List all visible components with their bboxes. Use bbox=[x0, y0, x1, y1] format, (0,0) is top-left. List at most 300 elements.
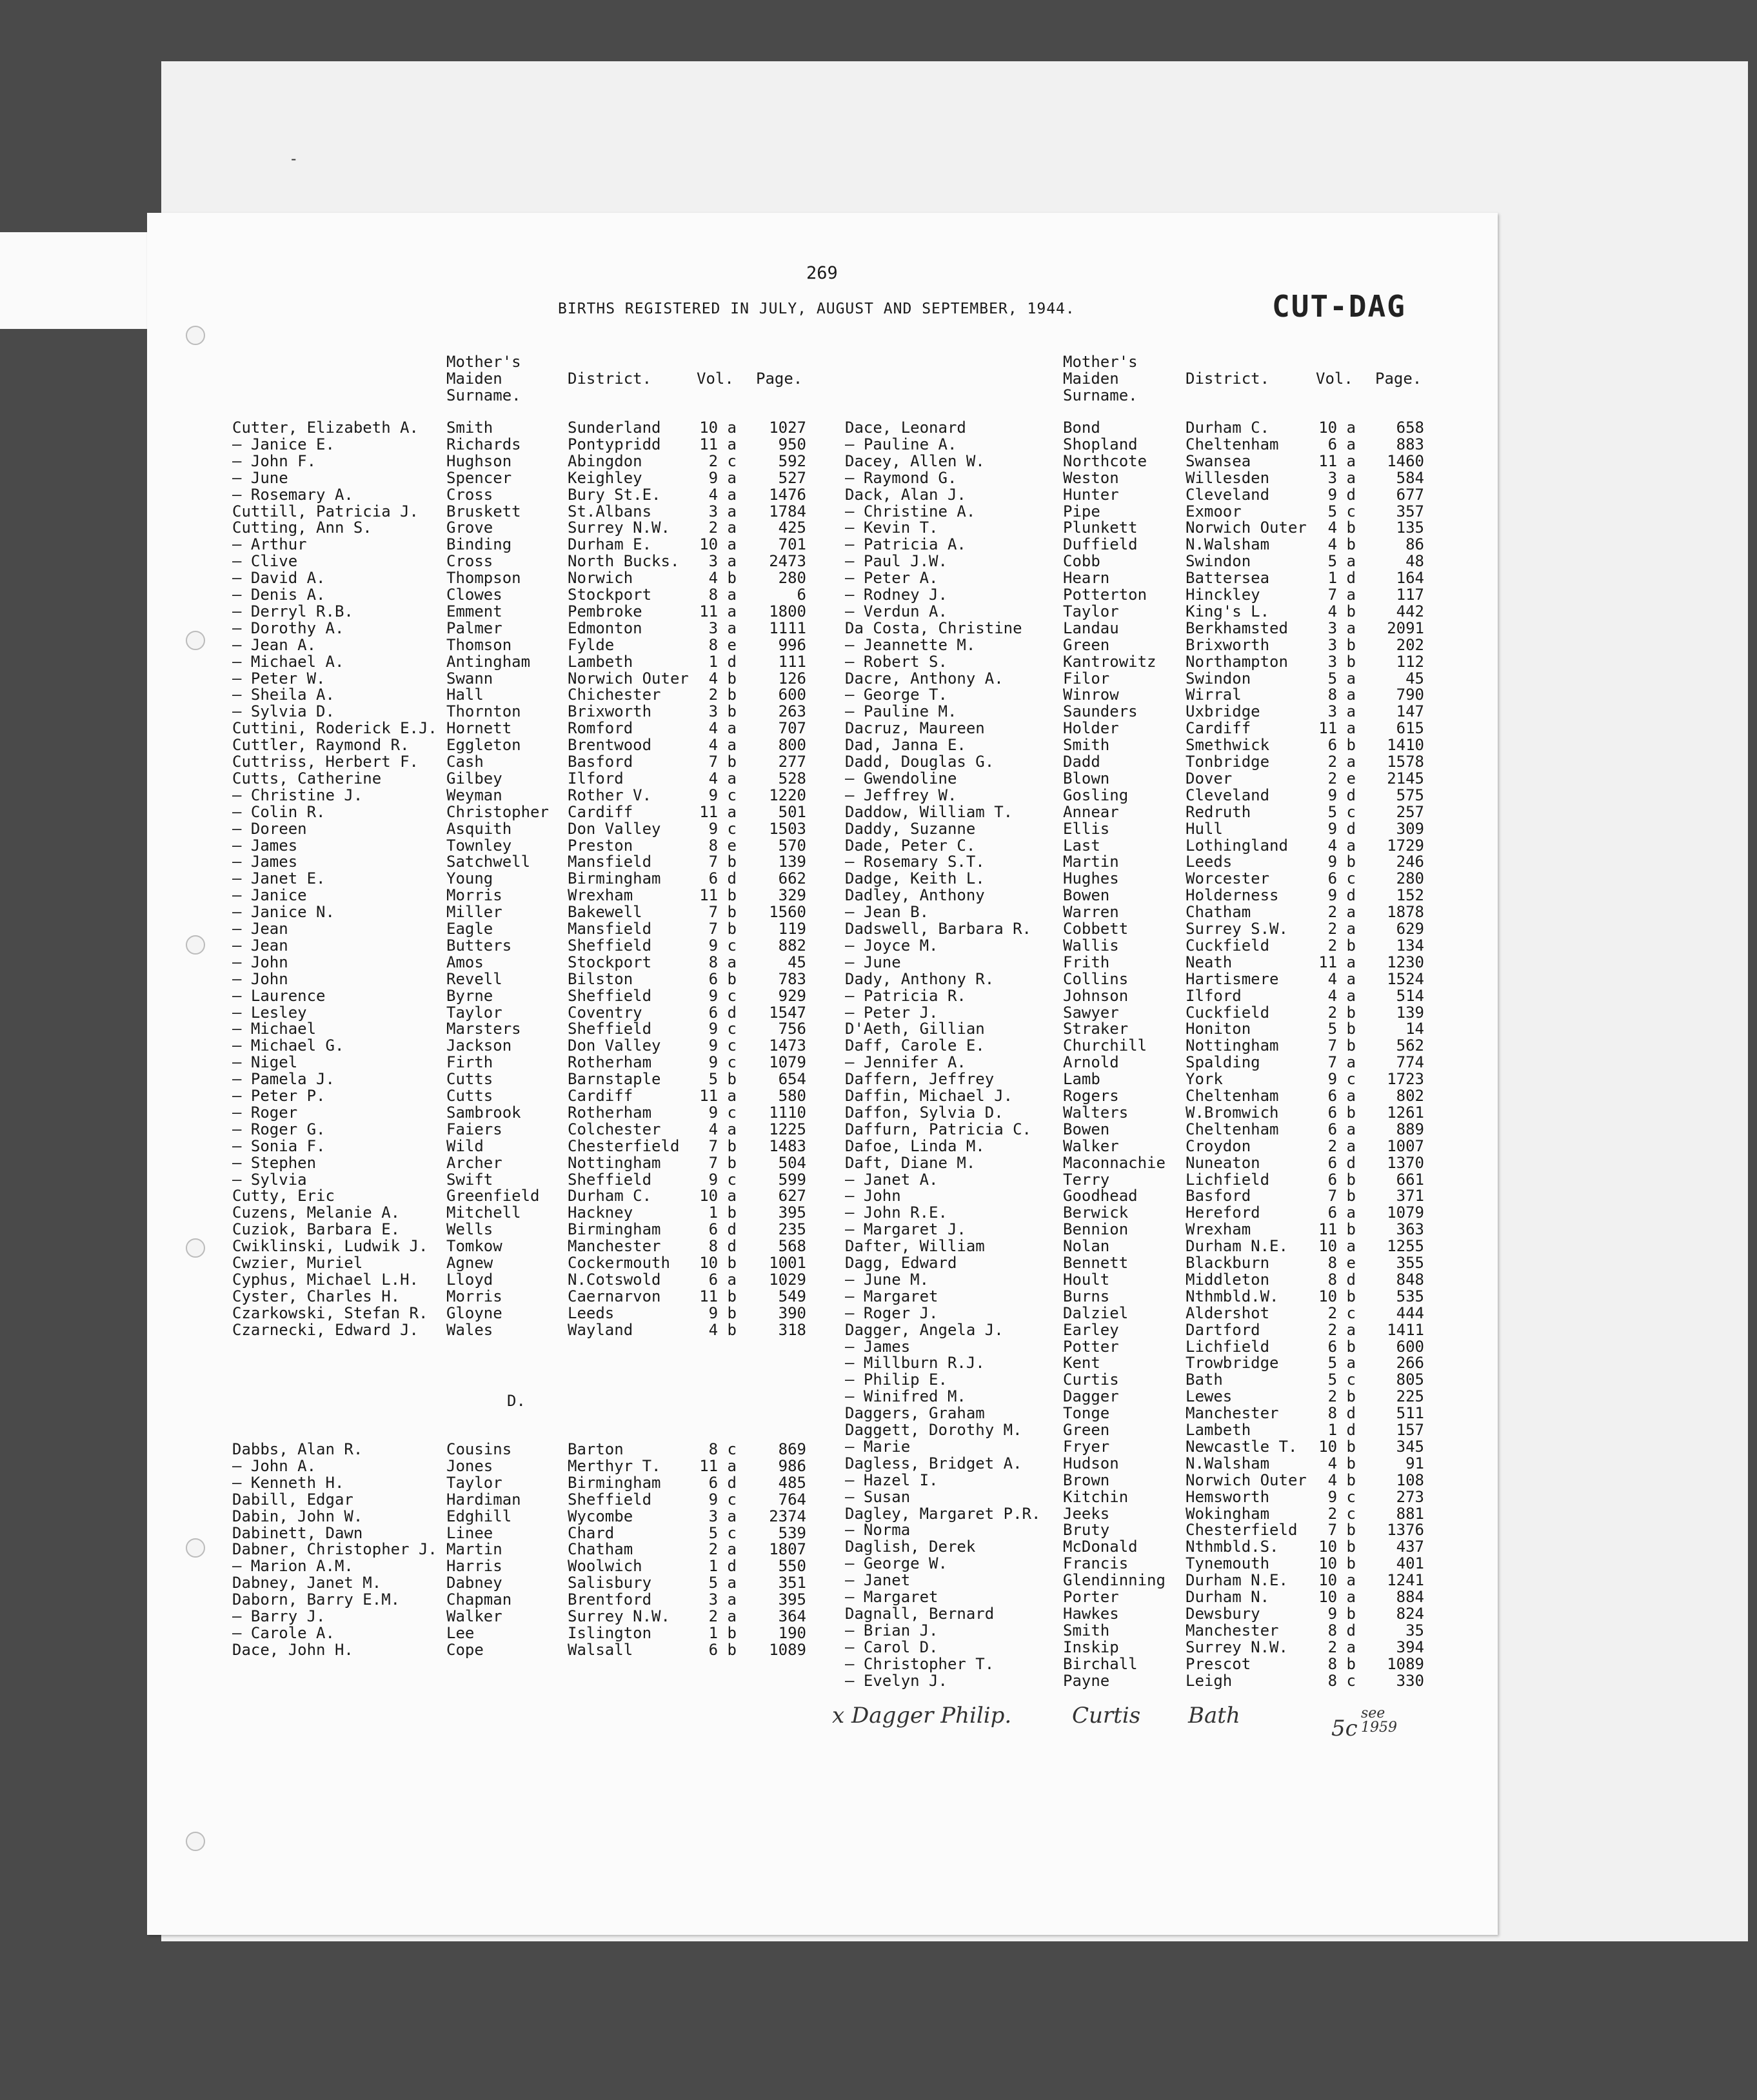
entry-mother: Blown bbox=[1063, 769, 1110, 788]
entry-page: 1578 bbox=[1387, 753, 1424, 771]
entry-district: Uxbridge bbox=[1186, 702, 1260, 721]
entry-vol: 7 b bbox=[1327, 1036, 1356, 1055]
entry-name: Cyster, Charles H. bbox=[232, 1287, 401, 1305]
entry-name: — Kevin T. bbox=[845, 519, 938, 537]
entry-page: 246 bbox=[1396, 853, 1424, 871]
entry-name: Daggett, Dorothy M. bbox=[845, 1421, 1022, 1439]
entry-mother: Linee bbox=[446, 1523, 493, 1542]
entry-name: Dabner, Christopher J. bbox=[232, 1540, 437, 1559]
entry-name: Dacruz, Maureen bbox=[845, 719, 985, 738]
entry-name: — Jeannette M. bbox=[845, 635, 976, 654]
entry-name: — Jennifer A. bbox=[845, 1053, 966, 1072]
entry-name: — James bbox=[232, 836, 298, 855]
entry-vol: 3 a bbox=[708, 619, 737, 637]
entry-mother: Rogers bbox=[1063, 1087, 1119, 1105]
entry-mother: Jones bbox=[446, 1456, 493, 1475]
entry-page: 528 bbox=[778, 769, 806, 788]
entry-vol: 6 a bbox=[1327, 435, 1356, 453]
entry-district: Durham N.E. bbox=[1186, 1571, 1288, 1590]
entry-district: Nottingham bbox=[1186, 1036, 1279, 1055]
entry-page: 627 bbox=[778, 1187, 806, 1205]
entry-vol: 8 e bbox=[708, 635, 737, 654]
entry-name: Dabbs, Alan R. bbox=[232, 1440, 363, 1458]
entry-district: Cuckfield bbox=[1186, 1003, 1270, 1022]
entry-vol: 7 a bbox=[1327, 1053, 1356, 1072]
entry-name: — Denis A. bbox=[232, 586, 326, 604]
entry-page: 202 bbox=[1396, 635, 1424, 654]
entry-vol: 6 d bbox=[1327, 1153, 1356, 1172]
entry-mother: Dabney bbox=[446, 1574, 502, 1592]
entry-district: Birmingham bbox=[568, 1473, 661, 1492]
entry-district: N.Cotswold bbox=[568, 1270, 661, 1289]
entry-vol: 7 b bbox=[1327, 1521, 1356, 1540]
entry-district: Chatham bbox=[1186, 903, 1251, 922]
entry-vol: 9 c bbox=[708, 1036, 737, 1055]
entry-vol: 2 b bbox=[708, 686, 737, 704]
entry-vol: 6 b bbox=[1327, 1103, 1356, 1122]
entry-page: 395 bbox=[778, 1204, 806, 1222]
entry-mother: Bowen bbox=[1063, 886, 1110, 905]
entry-mother: Collins bbox=[1063, 969, 1129, 988]
entry-page: 501 bbox=[778, 802, 806, 821]
entry-mother: Fryer bbox=[1063, 1437, 1110, 1456]
entry-page: 1460 bbox=[1387, 451, 1424, 470]
entry-district: Cheltenham bbox=[1186, 1087, 1279, 1105]
entry-district: Chichester bbox=[568, 686, 661, 704]
entry-page: 157 bbox=[1396, 1421, 1424, 1439]
entry-name: — James bbox=[845, 1337, 911, 1356]
entry-name: — Paul J.W. bbox=[845, 552, 948, 571]
left-page-header: Page. bbox=[756, 370, 803, 388]
entry-district: Lambeth bbox=[1186, 1421, 1251, 1439]
entry-name: — Michael G. bbox=[232, 1036, 344, 1055]
entry-district: Mansfield bbox=[568, 853, 652, 871]
entry-district: Cheltenham bbox=[1186, 435, 1279, 453]
entry-vol: 10 a bbox=[1318, 1237, 1356, 1256]
entry-page: 139 bbox=[778, 853, 806, 871]
entry-vol: 8 d bbox=[1327, 1404, 1356, 1423]
entry-page: 277 bbox=[778, 753, 806, 771]
entry-district: Lewes bbox=[1186, 1387, 1233, 1406]
entry-name: — Peter W. bbox=[232, 669, 326, 688]
entry-name: — Marion A.M. bbox=[232, 1557, 353, 1576]
entry-vol: 7 b bbox=[708, 853, 737, 871]
entry-district: Rother V. bbox=[568, 786, 652, 804]
entry-vol: 10 a bbox=[699, 535, 737, 554]
entry-vol: 9 c bbox=[708, 986, 737, 1005]
entry-mother: Palmer bbox=[446, 619, 502, 637]
entry-name: Daborn, Barry E.M. bbox=[232, 1590, 401, 1609]
entry-name: — Jean bbox=[232, 920, 288, 938]
entry-name: Dack, Alan J. bbox=[845, 485, 966, 504]
entry-name: Dabill, Edgar bbox=[232, 1490, 353, 1509]
entry-page: 570 bbox=[778, 836, 806, 855]
entry-name: — George W. bbox=[845, 1554, 948, 1573]
entry-page: 1376 bbox=[1387, 1521, 1424, 1540]
entry-name: — Sonia F. bbox=[232, 1136, 326, 1155]
entry-mother: Cobb bbox=[1063, 552, 1100, 571]
entry-page: 629 bbox=[1396, 920, 1424, 938]
entry-vol: 4 a bbox=[708, 736, 737, 755]
entry-mother: Ellis bbox=[1063, 819, 1110, 838]
entry-mother: Firth bbox=[446, 1053, 493, 1072]
entry-name: — Joyce M. bbox=[845, 936, 938, 955]
entry-mother: Taylor bbox=[446, 1003, 502, 1022]
entry-district: Manchester bbox=[1186, 1404, 1279, 1423]
entry-page: 889 bbox=[1396, 1120, 1424, 1138]
entry-name: Daggers, Graham bbox=[845, 1404, 985, 1423]
entry-page: 1410 bbox=[1387, 736, 1424, 755]
entry-mother: Butters bbox=[446, 936, 512, 955]
entry-mother: Cope bbox=[446, 1640, 484, 1659]
entry-vol: 9 b bbox=[1327, 1604, 1356, 1623]
entry-district: Preston bbox=[568, 836, 633, 855]
entry-name: — Patricia R. bbox=[845, 986, 966, 1005]
entry-page: 1089 bbox=[1387, 1654, 1424, 1673]
entry-vol: 9 c bbox=[708, 1490, 737, 1509]
entry-name: — Patricia A. bbox=[845, 535, 966, 554]
entry-name: — Evelyn J. bbox=[845, 1671, 948, 1690]
entry-vol: 11 a bbox=[699, 1087, 737, 1105]
entry-page: 147 bbox=[1396, 702, 1424, 721]
entry-name: — Rosemary S.T. bbox=[845, 853, 985, 871]
entry-name: — Margaret bbox=[845, 1588, 938, 1606]
entry-name: — Rodney J. bbox=[845, 586, 948, 604]
entry-name: Dagg, Edward bbox=[845, 1254, 957, 1272]
entry-name: Dagger, Angela J. bbox=[845, 1320, 1004, 1339]
entry-district: Nthmbld.W. bbox=[1186, 1287, 1279, 1305]
entry-vol: 7 b bbox=[708, 1153, 737, 1172]
entry-mother: Green bbox=[1063, 635, 1110, 654]
entry-vol: 9 c bbox=[708, 1103, 737, 1122]
entry-mother: Sambrook bbox=[446, 1103, 521, 1122]
entry-district: Northampton bbox=[1186, 652, 1288, 671]
entry-district: Dover bbox=[1186, 769, 1233, 788]
entry-mother: Jackson bbox=[446, 1036, 512, 1055]
entry-page: 882 bbox=[778, 936, 806, 955]
entry-vol: 7 b bbox=[708, 903, 737, 922]
entry-mother: Weyman bbox=[446, 786, 502, 804]
entry-vol: 3 b bbox=[1327, 652, 1356, 671]
entry-page: 883 bbox=[1396, 435, 1424, 453]
entry-district: Battersea bbox=[1186, 569, 1270, 588]
entry-vol: 4 b bbox=[708, 1320, 737, 1339]
entry-district: Chard bbox=[568, 1523, 615, 1542]
entry-mother: Plunkett bbox=[1063, 519, 1138, 537]
entry-name: — Roger J. bbox=[845, 1303, 938, 1322]
entry-mother: Last bbox=[1063, 836, 1100, 855]
entry-district: North Bucks. bbox=[568, 552, 680, 571]
entry-mother: Cousins bbox=[446, 1440, 512, 1458]
entry-mother: Eagle bbox=[446, 920, 493, 938]
entry-mother: Wales bbox=[446, 1320, 493, 1339]
entry-district: Exmoor bbox=[1186, 502, 1242, 520]
entry-vol: 8 d bbox=[708, 1237, 737, 1256]
entry-page: 134 bbox=[1396, 936, 1424, 955]
entry-mother: Hall bbox=[446, 686, 484, 704]
entry-page: 2145 bbox=[1387, 769, 1424, 788]
entry-page: 442 bbox=[1396, 602, 1424, 620]
entry-vol: 4 b bbox=[1327, 1454, 1356, 1472]
entry-district: Honiton bbox=[1186, 1020, 1251, 1038]
entry-name: Daffern, Jeffrey bbox=[845, 1070, 995, 1089]
entry-vol: 9 c bbox=[708, 1170, 737, 1189]
entry-vol: 1 b bbox=[708, 1623, 737, 1642]
entry-district: Cardiff bbox=[1186, 719, 1251, 738]
entry-page: 550 bbox=[778, 1557, 806, 1576]
entry-page: 1473 bbox=[769, 1036, 806, 1055]
entry-name: — Brian J. bbox=[845, 1621, 938, 1639]
entry-name: — Carole A. bbox=[232, 1623, 335, 1642]
entry-mother: Payne bbox=[1063, 1671, 1110, 1690]
entry-page: 345 bbox=[1396, 1437, 1424, 1456]
entry-mother: McDonald bbox=[1063, 1538, 1138, 1556]
entry-page: 1225 bbox=[769, 1120, 806, 1138]
entry-name: — Lesley bbox=[232, 1003, 307, 1022]
handwritten-note: see 1959 bbox=[1361, 1705, 1397, 1736]
entry-vol: 7 a bbox=[1327, 586, 1356, 604]
entry-page: 884 bbox=[1396, 1588, 1424, 1606]
entry-vol: 2 b bbox=[1327, 936, 1356, 955]
entry-mother: Landau bbox=[1063, 619, 1119, 637]
entry-district: Wrexham bbox=[568, 886, 633, 905]
entry-district: Manchester bbox=[568, 1237, 661, 1256]
entry-district: Brixworth bbox=[1186, 635, 1270, 654]
entry-page: 764 bbox=[778, 1490, 806, 1509]
entry-district: Norwich Outer bbox=[1186, 519, 1307, 537]
entry-district: Barnstaple bbox=[568, 1070, 661, 1089]
entry-name: — Hazel I. bbox=[845, 1471, 938, 1489]
entry-mother: Gloyne bbox=[446, 1303, 502, 1322]
entry-mother: Spencer bbox=[446, 468, 512, 487]
entry-page: 1524 bbox=[1387, 969, 1424, 988]
entry-vol: 11 b bbox=[1318, 1220, 1356, 1239]
entry-page: 1503 bbox=[769, 819, 806, 838]
entry-name: Daft, Diane M. bbox=[845, 1153, 976, 1172]
entry-page: 235 bbox=[778, 1220, 806, 1239]
entry-district: Surrey S.W. bbox=[1186, 920, 1288, 938]
entry-name: Cuttler, Raymond R. bbox=[232, 736, 410, 755]
entry-mother: Satchwell bbox=[446, 853, 531, 871]
entry-mother: Potter bbox=[1063, 1337, 1119, 1356]
section-d-heading: D. bbox=[507, 1392, 526, 1410]
entry-vol: 3 b bbox=[1327, 635, 1356, 654]
entry-name: Dadge, Keith L. bbox=[845, 869, 985, 888]
entry-page: 330 bbox=[1396, 1671, 1424, 1690]
entry-mother: Taylor bbox=[1063, 602, 1119, 620]
entry-mother: Smith bbox=[1063, 736, 1110, 755]
entry-vol: 2 a bbox=[1327, 753, 1356, 771]
entry-name: — John bbox=[845, 1187, 901, 1205]
entry-vol: 4 b bbox=[708, 669, 737, 688]
entry-page: 592 bbox=[778, 451, 806, 470]
entry-name: Dace, Leonard bbox=[845, 419, 966, 437]
entry-page: 1079 bbox=[1387, 1204, 1424, 1222]
entry-district: Cleveland bbox=[1186, 485, 1270, 504]
entry-district: Norwich bbox=[568, 569, 633, 588]
entry-district: Lothingland bbox=[1186, 836, 1288, 855]
entry-mother: Archer bbox=[446, 1153, 502, 1172]
entry-district: Sheffield bbox=[568, 986, 652, 1005]
entry-mother: Smith bbox=[1063, 1621, 1110, 1639]
entry-mother: Cross bbox=[446, 485, 493, 504]
entry-district: Pontypridd bbox=[568, 435, 661, 453]
entry-mother: Frith bbox=[1063, 953, 1110, 971]
entry-page: 600 bbox=[778, 686, 806, 704]
left-district-header: District. bbox=[568, 370, 652, 388]
entry-page: 1079 bbox=[769, 1053, 806, 1072]
entry-name: — Arthur bbox=[232, 535, 307, 554]
entry-mother: Burns bbox=[1063, 1287, 1110, 1305]
entry-name: — June bbox=[232, 468, 288, 487]
entry-mother: Green bbox=[1063, 1421, 1110, 1439]
left-mother-header: Mother's Maiden Surname. bbox=[446, 353, 521, 404]
entry-vol: 6 a bbox=[1327, 1120, 1356, 1138]
entry-page: 45 bbox=[788, 953, 806, 971]
entry-name: — Peter J. bbox=[845, 1003, 938, 1022]
entry-vol: 2 a bbox=[708, 1540, 737, 1559]
entry-district: Manchester bbox=[1186, 1621, 1279, 1639]
entry-mother: Bruskett bbox=[446, 502, 521, 520]
entry-mother: Gosling bbox=[1063, 786, 1129, 804]
entry-vol: 6 b bbox=[1327, 1337, 1356, 1356]
entry-page: 986 bbox=[778, 1456, 806, 1475]
entry-name: — John R.E. bbox=[845, 1204, 948, 1222]
entry-mother: Hoult bbox=[1063, 1270, 1110, 1289]
entry-mother: Hughson bbox=[446, 451, 512, 470]
entry-page: 351 bbox=[778, 1574, 806, 1592]
entry-district: Bilston bbox=[568, 969, 633, 988]
register-page bbox=[147, 213, 1498, 1935]
entry-page: 1560 bbox=[769, 903, 806, 922]
entry-mother: Gilbey bbox=[446, 769, 502, 788]
entry-page: 364 bbox=[778, 1607, 806, 1625]
entry-mother: Bruty bbox=[1063, 1521, 1110, 1540]
entry-vol: 7 b bbox=[708, 753, 737, 771]
entry-vol: 10 b bbox=[1318, 1538, 1356, 1556]
entry-mother: Curtis bbox=[1063, 1371, 1119, 1389]
entry-district: Wirral bbox=[1186, 686, 1242, 704]
entry-vol: 6 c bbox=[1327, 869, 1356, 888]
entry-district: Ilford bbox=[568, 769, 624, 788]
entry-district: Spalding bbox=[1186, 1053, 1260, 1072]
entry-page: 1001 bbox=[769, 1254, 806, 1272]
entry-page: 2374 bbox=[769, 1507, 806, 1525]
entry-vol: 2 a bbox=[708, 519, 737, 537]
entry-page: 309 bbox=[1396, 819, 1424, 838]
entry-page: 1027 bbox=[769, 419, 806, 437]
entry-name: — June bbox=[845, 953, 901, 971]
entry-name: — Janet bbox=[845, 1571, 911, 1590]
entry-vol: 11 a bbox=[1318, 953, 1356, 971]
entry-vol: 3 a bbox=[708, 1507, 737, 1525]
entry-name: Dace, John H. bbox=[232, 1640, 353, 1659]
entry-vol: 5 b bbox=[1327, 1020, 1356, 1038]
entry-mother: Johnson bbox=[1063, 986, 1129, 1005]
entry-page: 661 bbox=[1396, 1170, 1424, 1189]
entry-district: Durham N.E. bbox=[1186, 1237, 1288, 1256]
entry-district: Prescot bbox=[1186, 1654, 1251, 1673]
entry-name: — Rosemary A. bbox=[232, 485, 353, 504]
entry-page: 112 bbox=[1396, 652, 1424, 671]
entry-district: Basford bbox=[568, 753, 633, 771]
entry-name: Daff, Carole E. bbox=[845, 1036, 985, 1055]
entry-vol: 1 d bbox=[1327, 1421, 1356, 1439]
entry-vol: 9 c bbox=[1327, 1487, 1356, 1506]
entry-page: 654 bbox=[778, 1070, 806, 1089]
entry-mother: Mitchell bbox=[446, 1204, 521, 1222]
entry-name: Cutty, Eric bbox=[232, 1187, 335, 1205]
entry-name: Czarkowski, Stefan R. bbox=[232, 1303, 428, 1322]
entry-district: Rotherham bbox=[568, 1053, 652, 1072]
entry-page: 1089 bbox=[769, 1640, 806, 1659]
entry-district: Swindon bbox=[1186, 552, 1251, 571]
entry-mother: Dadd bbox=[1063, 753, 1100, 771]
entry-page: 45 bbox=[1405, 669, 1424, 688]
entry-page: 662 bbox=[778, 869, 806, 888]
entry-district: Hull bbox=[1186, 819, 1223, 838]
entry-vol: 4 a bbox=[708, 769, 737, 788]
entry-district: Don Valley bbox=[568, 819, 661, 838]
entry-name: — Janice N. bbox=[232, 903, 335, 922]
entry-vol: 3 a bbox=[708, 502, 737, 520]
entry-district: Edmonton bbox=[568, 619, 642, 637]
entry-district: Hartismere bbox=[1186, 969, 1279, 988]
entry-mother: Porter bbox=[1063, 1588, 1119, 1606]
entry-name: — Dorothy A. bbox=[232, 619, 344, 637]
entry-vol: 9 d bbox=[1327, 886, 1356, 905]
entry-vol: 6 d bbox=[708, 1220, 737, 1239]
entry-mother: Martin bbox=[1063, 853, 1119, 871]
entry-mother: Hudson bbox=[1063, 1454, 1119, 1472]
entry-page: 575 bbox=[1396, 786, 1424, 804]
entry-mother: Harris bbox=[446, 1557, 502, 1576]
entry-vol: 8 a bbox=[1327, 686, 1356, 704]
entry-page: 996 bbox=[778, 635, 806, 654]
entry-name: Cwiklinski, Ludwik J. bbox=[232, 1237, 428, 1256]
entry-name: — Barry J. bbox=[232, 1607, 326, 1625]
entry-vol: 4 b bbox=[1327, 535, 1356, 554]
entry-page: 35 bbox=[1405, 1621, 1424, 1639]
entry-district: Basford bbox=[1186, 1187, 1251, 1205]
entry-page: 774 bbox=[1396, 1053, 1424, 1072]
entry-vol: 10 a bbox=[699, 419, 737, 437]
entry-district: Durham N. bbox=[1186, 1588, 1270, 1606]
entry-vol: 9 c bbox=[708, 936, 737, 955]
entry-district: Croydon bbox=[1186, 1136, 1251, 1155]
entry-district: Smethwick bbox=[1186, 736, 1270, 755]
entry-vol: 11 a bbox=[1318, 451, 1356, 470]
entry-vol: 4 a bbox=[1327, 836, 1356, 855]
entry-district: Barton bbox=[568, 1440, 624, 1458]
entry-district: Swindon bbox=[1186, 669, 1251, 688]
entry-vol: 9 b bbox=[708, 1303, 737, 1322]
entry-name: — Raymond G. bbox=[845, 468, 957, 487]
entry-vol: 9 d bbox=[1327, 485, 1356, 504]
entry-page: 266 bbox=[1396, 1354, 1424, 1372]
entry-vol: 5 c bbox=[1327, 502, 1356, 520]
entry-vol: 1 d bbox=[1327, 569, 1356, 588]
entry-district: N.Walsham bbox=[1186, 1454, 1270, 1472]
entry-page: 48 bbox=[1405, 552, 1424, 571]
entry-district: Durham C. bbox=[568, 1187, 652, 1205]
entry-mother: Amos bbox=[446, 953, 484, 971]
entry-page: 677 bbox=[1396, 485, 1424, 504]
entry-name: Cutting, Ann S. bbox=[232, 519, 372, 537]
entry-mother: Hardiman bbox=[446, 1490, 521, 1509]
entry-vol: 9 c bbox=[708, 786, 737, 804]
entry-name: Cwzier, Muriel bbox=[232, 1254, 363, 1272]
